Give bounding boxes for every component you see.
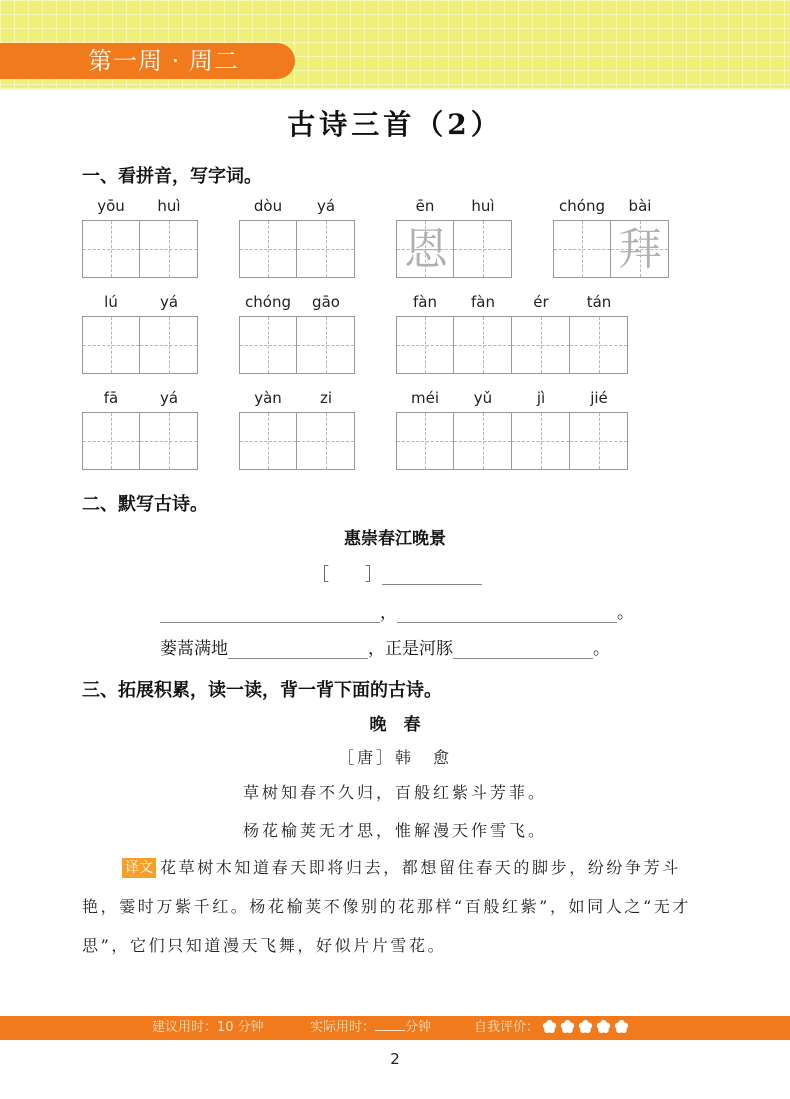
pinyin-label: chóng (245, 293, 291, 311)
pinyin-label: huì (157, 197, 181, 215)
poem-line-1 (160, 598, 634, 623)
char-cell (239, 293, 297, 374)
writing-box[interactable] (297, 220, 355, 278)
word-grid-group (396, 389, 628, 470)
char-cell (396, 293, 454, 374)
pinyin-label: zi (319, 389, 333, 407)
word-grid-group (396, 197, 512, 278)
char-cell (140, 197, 198, 278)
pinyin-label: huì (471, 197, 495, 215)
char-cell (82, 293, 140, 374)
section3-heading: 三、拓展积累，读一读，背一背下面的古诗。 (82, 680, 442, 701)
page-title: 古诗三首（2） (287, 108, 503, 141)
reading-poem-line-1: 草树知春不久归，百般红紫斗芳菲。 (242, 783, 547, 802)
self-eval-label: 自我评价： (474, 1020, 540, 1035)
pinyin-label: ēn (415, 197, 435, 215)
actual-time-label: 实际用时： (310, 1020, 376, 1035)
line2-second-blank[interactable] (453, 658, 593, 659)
char-cell (239, 197, 297, 278)
pinyin-label: lú (104, 293, 118, 311)
pinyin-label: yá (159, 293, 179, 311)
dictation-poem-title: 惠崇春江晚景 (344, 529, 446, 549)
author-blank[interactable] (382, 584, 482, 585)
writing-box[interactable] (454, 316, 512, 374)
writing-box[interactable] (82, 316, 140, 374)
writing-box[interactable] (297, 316, 355, 374)
period: 。 (617, 603, 634, 623)
translation-text: 花草树木知道春天即将归去，都想留住春天的脚步，纷纷争芳斗艳，霎时万紫千红。杨花榆荚不像别的花那样“百般红紫”，如同人之“无才思”，它们只知道漫天飞舞，好似片片雪花。 (82, 858, 691, 955)
writing-box[interactable] (82, 412, 140, 470)
writing-box[interactable] (239, 412, 297, 470)
writing-box[interactable] (140, 220, 198, 278)
char-cell (140, 293, 198, 374)
pinyin-label: yàn (254, 389, 282, 407)
writing-box[interactable] (553, 220, 611, 278)
writing-box[interactable] (396, 220, 454, 278)
line1-first-blank[interactable] (160, 622, 380, 623)
char-cell (297, 197, 355, 278)
pinyin-label: chóng (559, 197, 605, 215)
pinyin-label: yōu (97, 197, 125, 215)
writing-box[interactable] (82, 220, 140, 278)
word-grid-group (82, 197, 198, 278)
rating-flower-icon[interactable] (596, 1019, 611, 1034)
char-cell (570, 389, 628, 470)
section1-heading: 一、看拼音，写字词。 (82, 166, 262, 187)
char-cell (297, 389, 355, 470)
line2-mid-text: ，正是河豚 (368, 639, 453, 659)
rating-flowers (539, 1020, 629, 1035)
writing-box[interactable] (140, 412, 198, 470)
comma: ， (380, 603, 397, 623)
char-cell (454, 389, 512, 470)
writing-box[interactable] (140, 316, 198, 374)
char-cell (396, 197, 454, 278)
rating-flower-icon[interactable] (578, 1019, 593, 1034)
line2-first-blank[interactable] (228, 658, 368, 659)
pinyin-label: yǔ (473, 389, 493, 407)
writing-box[interactable] (396, 412, 454, 470)
translation-badge: 译文 (122, 858, 156, 878)
author-line (312, 560, 482, 585)
pinyin-label: yá (316, 197, 336, 215)
pinyin-label: jié (590, 389, 608, 407)
char-cell (553, 197, 611, 278)
writing-box[interactable] (454, 220, 512, 278)
hint-character: 恩 (404, 224, 448, 275)
bracket-open: ［ (312, 565, 329, 585)
suggested-time: 建议用时：10 分钟 (152, 1020, 264, 1035)
pinyin-label: tán (586, 293, 612, 311)
char-cell (512, 389, 570, 470)
line2-start-text: 蒌蒿满地 (160, 639, 228, 659)
char-cell (297, 293, 355, 374)
word-grid-group (239, 197, 355, 278)
char-cell (570, 293, 628, 374)
word-grid-group (553, 197, 669, 278)
section2-heading: 二、默写古诗。 (82, 494, 208, 515)
char-cell (82, 389, 140, 470)
reading-poem-line-2: 杨花榆荚无才思，惟解漫天作雪飞。 (242, 821, 547, 840)
writing-box[interactable] (570, 316, 628, 374)
char-cell (454, 293, 512, 374)
page-number: 2 (390, 1050, 400, 1068)
writing-box[interactable] (512, 412, 570, 470)
self-evaluation (474, 1016, 629, 1040)
writing-box[interactable] (611, 220, 669, 278)
rating-flower-icon[interactable] (614, 1019, 629, 1034)
word-grid-group (82, 389, 198, 470)
char-cell (611, 197, 669, 278)
word-grid-group (82, 293, 198, 374)
char-cell (396, 389, 454, 470)
writing-box[interactable] (396, 316, 454, 374)
pinyin-label: gāo (312, 293, 340, 311)
writing-box[interactable] (454, 412, 512, 470)
pinyin-label: fàn (413, 293, 437, 311)
char-cell (140, 389, 198, 470)
writing-box[interactable] (512, 316, 570, 374)
rating-flower-icon[interactable] (560, 1019, 575, 1034)
reading-poem-title: 晚 春 (369, 715, 421, 735)
pinyin-label: fā (103, 389, 119, 407)
line1-second-blank[interactable] (397, 622, 617, 623)
rating-flower-icon[interactable] (542, 1019, 557, 1034)
word-grid-group (396, 293, 628, 374)
pinyin-label: dòu (253, 197, 283, 215)
week-label: 第一周 · 周二 (88, 47, 239, 75)
pinyin-label: yá (159, 389, 179, 407)
char-cell (82, 197, 140, 278)
hint-character: 拜 (618, 224, 662, 275)
word-grid-group (239, 389, 355, 470)
pinyin-label: ér (533, 293, 549, 311)
char-cell (512, 293, 570, 374)
char-cell (454, 197, 512, 278)
writing-box[interactable] (297, 412, 355, 470)
actual-time (310, 1016, 431, 1040)
period: 。 (593, 639, 610, 659)
pinyin-label: fàn (471, 293, 495, 311)
poem-line-2 (160, 634, 610, 659)
reading-poem-author: ［唐］韩 愈 (337, 748, 452, 767)
char-cell (239, 389, 297, 470)
writing-box[interactable] (239, 316, 297, 374)
actual-time-unit: 分钟 (405, 1020, 432, 1035)
writing-box[interactable] (239, 220, 297, 278)
pinyin-label: méi (410, 389, 439, 407)
pinyin-label: jì (536, 389, 546, 407)
pinyin-label: bài (628, 197, 652, 215)
actual-time-blank[interactable] (375, 1016, 405, 1031)
translation-paragraph (82, 848, 712, 965)
word-grid-group (239, 293, 355, 374)
bracket-close: ］ (365, 565, 382, 585)
writing-box[interactable] (570, 412, 628, 470)
